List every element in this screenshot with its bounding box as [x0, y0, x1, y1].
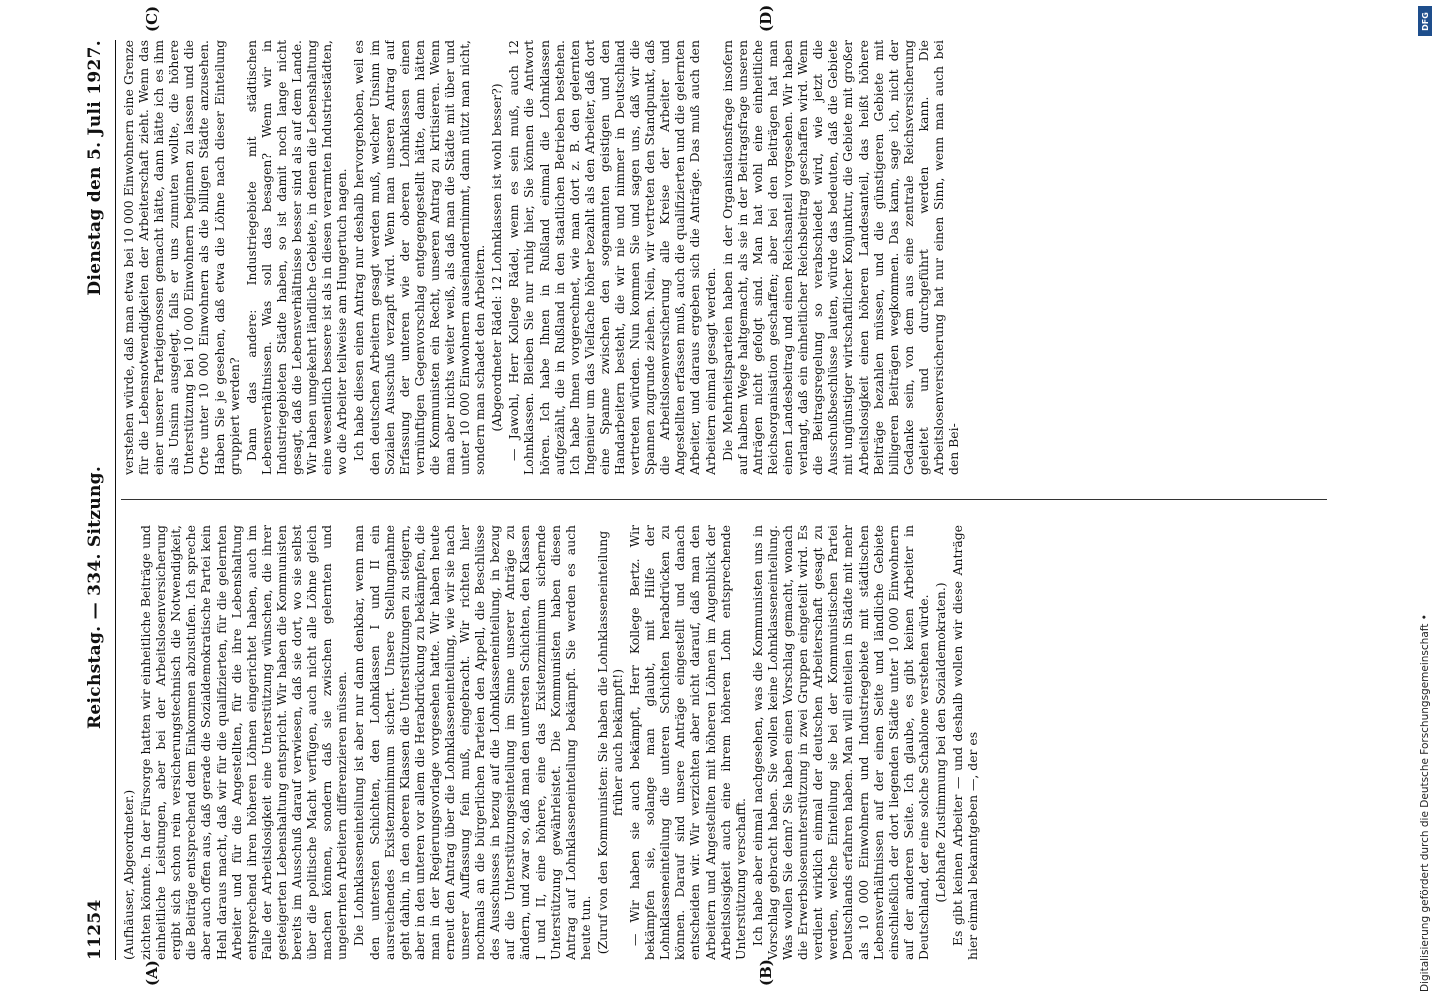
paragraph: — Wir haben sie auch bekämpft, Herr Kollege Bertz. Wir bekämpfen sie, solange man glaubt, mit Hilfe der Lohnklasseneinteilung die unteren Schichten herabdrücken zu können. Darauf sind unsere Anträge eingestellt und danach entscheiden wir. Wir verzichten aber nicht darauf, daß man den Arbeitern und Angestellten mit höheren Löhnen im Augenblick der Arbeitslosigkeit auch eine ihrem höheren Lohn entsprechende Unterstützung verschafft. [627, 525, 748, 960]
paragraph: zichten könnte. In der Fürsorge hatten wir einheitliche Beiträge und einheitliche Leistungen, aber bei der Arbeitslosenversicherung ergibt sich schon rein versicherungstechnisch die Notwendigkeit, die Beiträge entsprechend dem Einkommen abzustufen. Ich spreche aber auch offen aus, daß gerade die Sozialdemokratische Partei kein Hehl daraus macht, daß wir für die qualifizierten, für die gelernten Arbeiter und für die Angestellten, für die ihre Lebenshaltung entsprechend ihren höheren Löhnen eingerichtet haben, auch im Falle der Arbeitslosigkeit eine Unterstützung wünschen, die ihrer gesteigerten Lebenshaltung entspricht. Wir haben die Kommunisten bereits im Ausschuß darauf verwiesen, daß sie dort, wo sie selbst über die politische Macht verfügen, auch nicht alle Löhne gleich machen können, sondern daß sie zwischen gelernten und ungelernten Arbeitern differenzieren müssen. [138, 525, 350, 960]
page-number: 11254 [85, 899, 105, 960]
paragraph: Die Mehrheitsparteien haben in der Organisationsfrage insofern auf halbem Wege haltgemacht, als sie in der Beitragsfrage unseren Anträgen nicht gefolgt sind. Man hat wohl eine einheitliche Reichsorganisation geschaffen; aber bei den Beiträgen hat man einen Landesbeitrag und einen Reichsanteil vorgesehen. Wir haben verlangt, daß ein einheitlicher Reichsbeitrag geschaffen wird. Wenn die Beitragsregelung so verabschiedet wird, wie jetzt die Ausschußbeschlüsse lauten, würde das bedeuten, daß die Gebiete mit ungünstiger wirtschaftlicher Konjunktur, die Gebiete mit großer Arbeitslosigkeit einen höheren Landesanteil, das heißt höhere Beiträge bezahlen müssen, und die günstigeren Gebiete mit billigeren Beiträgen wegkommen. Das kann, sage ich, nicht der Gedanke sein, von dem aus eine zentrale Reichsversicherung geleitet und durchgeführt werden kann. Die Arbeitslosenversicherung hat nur einen Sinn, wenn man auch bei den Bei- [719, 40, 962, 475]
paragraph: verstehen würde, daß man etwa bei 10 000 Einwohnern eine Grenze für die Lebensnotwendigkeiten der Arbeiterschaft zieht. Wenn das einer unserer Parteigenossen gemacht hätte, dann hätte ich es ihm als Unsinn ausgelegt, falls er uns zumuten wollte, die höhere Unterstützung bei 10 000 Einwohnern beginnen zu lassen und die Orte unter 10 000 Einwohnern als die billigen Städte anzusehen. Haben Sie je gesehen, daß etwa die Löhne nach dieser Einteilung gruppiert werden? [121, 40, 242, 475]
margin-marker-a: (A) [143, 960, 161, 986]
digitization-note [1418, 0, 1432, 1000]
margin-marker-d: (D) [757, 4, 775, 32]
margin-marker-c: (C) [143, 5, 161, 32]
paragraph: Ich habe diesen einen Antrag nur deshalb hervorgehoben, weil es den deutschen Arbeitern gesagt werden muß, welcher Unsinn im Sozialen Ausschuß verzapft wird. Wenn man unseren Antrag auf Erfassung der unteren wie der oberen Lohnklassen einen vernünftigen Gegenvorschlag entgegengestellt hätte, dann hätten die Kommunisten ein Recht, unseren Antrag zu kritisieren. Wenn man aber nichts weiter weiß, als daß man die Städte mit über und unter 10 000 Einwohnern auseinandernimmt, dann nützt man nicht, sondern man schadet den Arbeitern. [351, 40, 488, 475]
margin-marker-b: (B) [757, 959, 775, 986]
speaker-line: (Aufhäuser, Abgeordneter.) [121, 789, 136, 960]
paragraph: Ich habe aber einmal nachgesehen, was die Kommunisten uns in Vorschlag gebracht haben. Sie wollen keine Lohnklasseneinteilung. Was wollen Sie denn? Sie haben einen Vorschlag gemacht, wonach die Erwerbslosenunterstützung in zwei Gruppen eingeteilt wird. Es verdient wirklich einmal der deutschen Arbeiterschaft gesagt zu werden, welche Einteilung sie bei der Kommunistischen Partei Deutschlands erfahren haben. Man will einteilen in Städte mit mehr als 10 000 Einwohnern und Industriegebiete mit städtischen Lebensverhältnissen auf der einen Seite und ländliche Gebiete einschließlich der dort liegenden Städte unter 10 000 Einwohnern auf der anderen Seite. Ich glaube, es gibt keinen Arbeiter in Deutschland, der eine solche Schablone verstehen würde. [749, 525, 931, 960]
interjection: (Zuruf von den Kommunisten: Sie haben die Lohnklasseneinteilung früher auch bekämpft!) [594, 530, 625, 955]
session-date: Dienstag den 5. Juli 1927. [85, 40, 105, 296]
interjection: (Abgeordneter Rädel: 12 Lohnklassen ist wohl besser?) [489, 83, 505, 432]
column-divider [121, 499, 1327, 500]
page-header [85, 40, 113, 960]
paragraph: Die Lohnklasseneinteilung ist aber nur dann denkbar, wenn man den untersten Schichten, den Lohnklassen I und II ein ausreichendes Existenzminimum sichert. Unsere Stellungnahme geht dahin, in den oberen Klassen die Unterstützungen zu steigern, aber in den unteren vor allem die Herabdrückung zu bekämpfen, die man in der Regierungsvorlage vorgesehen hatte. Wir haben heute erneut den Antrag über die Lohnklasseneinteilung, wie wir sie nach unserer Auffassung fein muß, eingebracht. Wir richten hier nochmals an die bürgerlichen Parteien den Appell, die Beschlüsse des Ausschusses in bezug auf die Lohnklasseneinteilung, in bezug auf die Unterstützungseinteilung im Sinne unserer Anträge zu ändern, und zwar so, daß man den untersten Schichten, den Klassen I und II, eine höhere, eine das Existenzminimum sichernde Unterstützung gewährleistet. Die Kommunisten haben diesen Antrag auf Lohnklasseneinteilung bekämpft. Sie werden es auch heute tun. [351, 525, 593, 960]
dfg-logo-text: DFG [1420, 11, 1430, 31]
document-page [57, 0, 1367, 1000]
paragraph: Dann das andere: Industriegebiete mit städtischen Lebensverhältnissen. Was soll das besagen? Wenn wir in Industriegebieten Städte haben, so ist damit noch lange nicht gesagt, daß die Lebensverhältnisse besser sind als auf dem Lande. Wir haben umgekehrt ländliche Gebiete, in denen die Lebenshaltung eine wesentlich bessere ist als in diesen verarmten Industriestädten, wo die Arbeiter teilweise am Hungertuch nagen. [243, 40, 350, 475]
digitization-note-text: Digitalisierung gefördert durch die Deutsche Forschungsgemeinschaft • [1419, 614, 1431, 992]
paragraph: — Jawohl, Herr Kollege Rädel, wenn es sein muß, auch 12 Lohnklassen. Bleiben Sie nur ruhig hier, Sie können die Antwort hören. Ich habe Ihnen in Rußland einmal die Lohnklassen aufgezählt, die in Rußland in den staatlichen Betrieben bestehen. Ich habe Ihnen vorgerechnet, wie man dort z. B. den gelernten Ingenieur um das Vielfache höher bezahlt als den Arbeiter, daß dort eine Spanne zwischen den sogenannten geistigen und den Handarbeitern besteht, die wir nie und nimmer in Deutschland vertreten würden. Nun kommen Sie und sagen uns, daß wir die Spannen zugrunde ziehen. Nein, wir vertreten den Standpunkt, daß die Arbeitslosenversicherung alle Kreise der Arbeiter und Angestellten erfassen muß, auch die qualifizierten und die gelernten Arbeiter, und daraus ergeben sich die Anträge. Das muß auch den Arbeitern einmal gesagt werden. [506, 40, 718, 475]
interjection: (Lebhafte Zustimmung bei den Sozialdemokraten.) [932, 582, 948, 903]
right-column [121, 40, 1337, 475]
left-column [121, 525, 1337, 960]
paragraph: Es gibt keinen Arbeiter — und deshalb wollen wir diese Anträge hier einmal bekanntgeben —, der es [950, 525, 981, 960]
session-title: Reichstag. — 334. Sitzung. [85, 465, 105, 729]
header-rule [115, 40, 116, 960]
